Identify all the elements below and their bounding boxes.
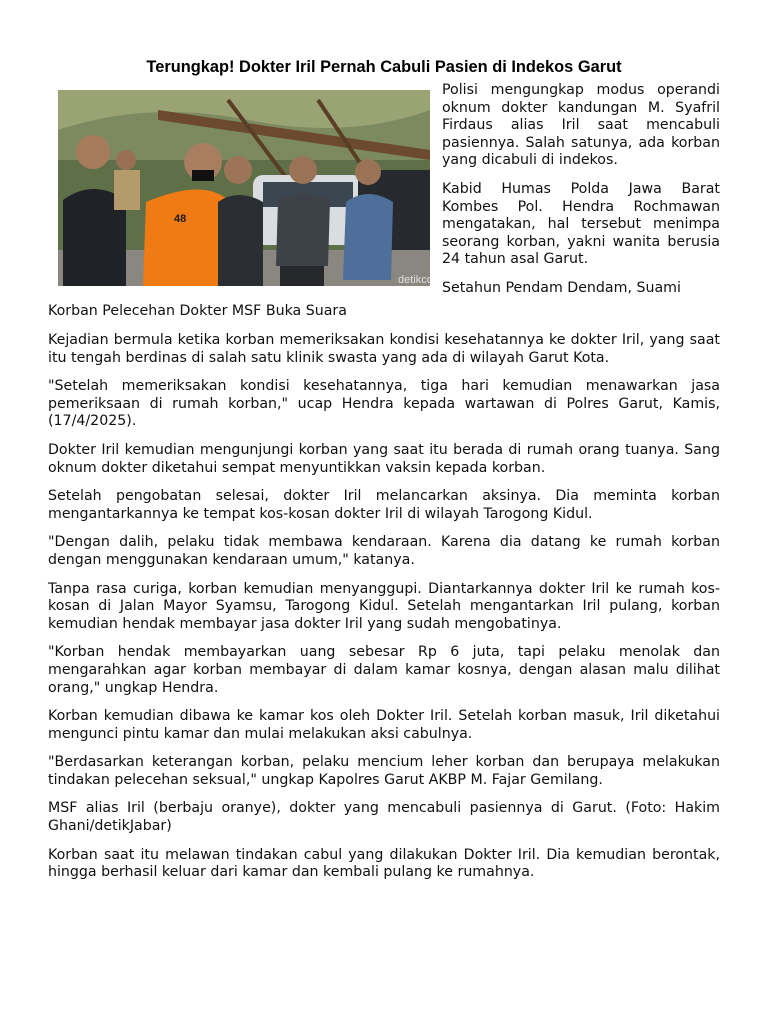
body-paragraph: "Berdasarkan keterangan korban, pelaku mencium leher korban dan berupaya melakukan tindakan pelecehan seksual," ungkap Kapolres Garut AKBP M. Fajar Gemilang. (48, 754, 720, 788)
body-paragraph: MSF alias Iril (berbaju oranye), dokter yang mencabuli pasiennya di Garut. (Foto: Hakim Ghani/detikJabar) (48, 800, 720, 835)
body-paragraph: "Dengan dalih, pelaku tidak membawa kendaraan. Karena dia datang ke rumah korban dengan menggunakan kendaraan umum," katanya. (48, 534, 720, 568)
side-paragraph: Polisi mengungkap modus operandi oknum dokter kandungan M. Syafril Firdaus alias Iril saat mencabuli pasiennya. Salah satunya, ada korban yang dicabuli di indekos. (442, 82, 720, 169)
body-paragraph: Korban saat itu melawan tindakan cabul yang dilakukan Dokter Iril. Dia kemudian berontak, hingga berhasil keluar dari kamar dan kembali pulang ke rumahnya. (48, 846, 720, 881)
side-paragraph: Kabid Humas Polda Jawa Barat Kombes Pol. Hendra Rochmawan mengatakan, hal tersebut menimpa seorang korban, yakni wanita berusia 24 tahun asal Garut. (442, 180, 720, 268)
article-body (48, 332, 720, 893)
body-paragraph: "Setelah memeriksakan kondisi kesehatannya, tiga hari kemudian menawarkan jasa pemeriksaan di rumah korban," ucap Hendra kepada wartawan di Polres Garut, Kamis, (17/4/2025). (48, 378, 720, 430)
body-paragraph: Kejadian bermula ketika korban memeriksakan kondisi kesehatannya ke dokter Iril, yang saat itu tengah berdinas di salah satu klinik swasta yang ada di wilayah Garut Kota. (48, 332, 720, 366)
body-paragraph: Tanpa rasa curiga, korban kemudian menyanggupi. Diantarkannya dokter Iril ke rumah kos-kosan di Jalan Mayor Syamsu, Tarogong Kidul. Setelah mengantarkan Iril pulang, korban kemudian hendak membayar jasa dokter Iril yang sudah mengobatinya. (48, 580, 720, 632)
article-photo (58, 90, 443, 286)
photo-watermark: detikcom (398, 274, 443, 286)
body-paragraph: Setelah pengobatan selesai, dokter Iril melancarkan aksinya. Dia meminta korban mengantarkannya ke tempat kos-kosan dokter Iril di wilayah Tarogong Kidul. (48, 488, 720, 522)
side-paragraph: Setahun Pendam Dendam, Suami (442, 279, 681, 296)
side-column (442, 82, 720, 309)
shirt-number-text: 48 (174, 213, 187, 225)
body-paragraph: "Korban hendak membayarkan uang sebesar Rp 6 juta, tapi pelaku menolak dan mengarahkan agar korban membayar di dalam kamar kosnya, dengan alasan malu dilihat orang," ungkap Hendra. (48, 644, 720, 696)
photo-caption: Korban Pelecehan Dokter MSF Buka Suara (48, 303, 347, 319)
body-paragraph: Korban kemudian dibawa ke kamar kos oleh Dokter Iril. Setelah korban masuk, Iril diketahui mengunci pintu kamar dan mulai melakukan aksi cabulnya. (48, 708, 720, 742)
article-title: Terungkap! Dokter Iril Pernah Cabuli Pasien di Indekos Garut (146, 58, 622, 76)
press-photo-illustration (58, 90, 443, 286)
body-paragraph: Dokter Iril kemudian mengunjungi korban yang saat itu berada di rumah orang tuanya. Sang oknum dokter diketahui sempat menyuntikkan vaksin kepada korban. (48, 441, 720, 476)
